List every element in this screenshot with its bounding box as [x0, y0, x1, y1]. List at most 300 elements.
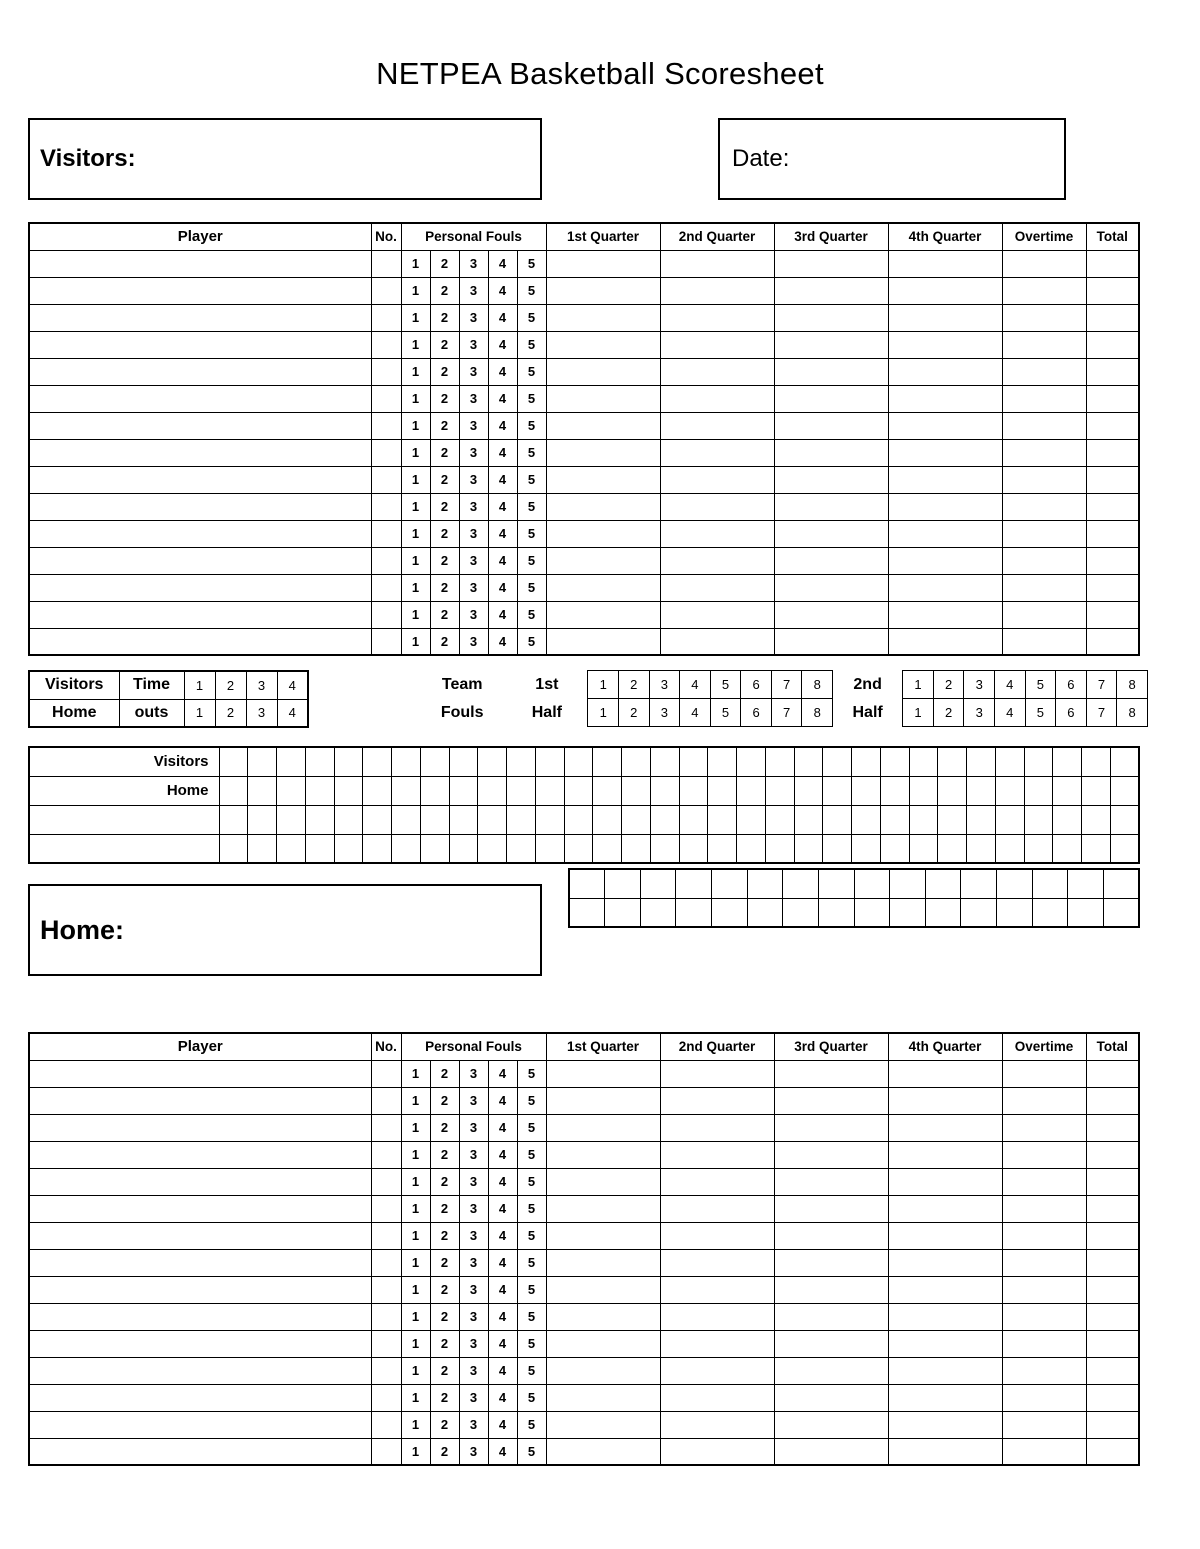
home-overtime-cell[interactable]: [1002, 1195, 1086, 1222]
visitors-foul-3[interactable]: 3: [459, 574, 488, 601]
running-score-cell[interactable]: [909, 805, 938, 834]
running-score-cell[interactable]: [564, 776, 593, 805]
home-foul-4[interactable]: 4: [488, 1168, 517, 1195]
tf-1h-b8[interactable]: 8: [802, 699, 833, 727]
visitors-foul-4[interactable]: 4: [488, 304, 517, 331]
timeout-visitors-1[interactable]: 1: [184, 671, 215, 699]
home-foul-5[interactable]: 5: [517, 1357, 546, 1384]
home-q1-cell[interactable]: [546, 1222, 660, 1249]
home-foul-5[interactable]: 5: [517, 1384, 546, 1411]
running-score-cell[interactable]: [363, 805, 392, 834]
running-score-cell[interactable]: [650, 776, 679, 805]
home-total-cell[interactable]: [1086, 1276, 1139, 1303]
visitors-q1-cell[interactable]: [546, 277, 660, 304]
running-score-cell[interactable]: [794, 834, 823, 863]
running-score-cell[interactable]: [363, 776, 392, 805]
visitors-total-cell[interactable]: [1086, 277, 1139, 304]
visitors-total-cell[interactable]: [1086, 574, 1139, 601]
tf-2h-6[interactable]: 6: [1056, 671, 1087, 699]
visitors-foul-2[interactable]: 2: [430, 250, 459, 277]
visitors-foul-4[interactable]: 4: [488, 628, 517, 655]
running-score-cell[interactable]: [564, 834, 593, 863]
visitors-total-cell[interactable]: [1086, 250, 1139, 277]
running-score-cell[interactable]: [712, 869, 748, 898]
running-score-cell[interactable]: [818, 869, 854, 898]
visitors-q1-cell[interactable]: [546, 628, 660, 655]
running-score-cell[interactable]: [818, 898, 854, 927]
running-score-cell[interactable]: [569, 898, 605, 927]
home-q2-cell[interactable]: [660, 1060, 774, 1087]
home-q1-cell[interactable]: [546, 1303, 660, 1330]
running-score-cell[interactable]: [248, 776, 277, 805]
home-total-cell[interactable]: [1086, 1438, 1139, 1465]
home-q3-cell[interactable]: [774, 1168, 888, 1195]
running-score-cell[interactable]: [1053, 776, 1082, 805]
home-foul-2[interactable]: 2: [430, 1384, 459, 1411]
home-q1-cell[interactable]: [546, 1411, 660, 1438]
home-player-number-cell[interactable]: [371, 1141, 401, 1168]
visitors-foul-3[interactable]: 3: [459, 277, 488, 304]
home-q4-cell[interactable]: [888, 1087, 1002, 1114]
home-foul-4[interactable]: 4: [488, 1060, 517, 1087]
home-q1-cell[interactable]: [546, 1249, 660, 1276]
home-q4-cell[interactable]: [888, 1060, 1002, 1087]
visitors-foul-5[interactable]: 5: [517, 574, 546, 601]
home-foul-1[interactable]: 1: [401, 1060, 430, 1087]
visitors-foul-3[interactable]: 3: [459, 412, 488, 439]
tf-1h-b2[interactable]: 2: [618, 699, 649, 727]
running-score-cell[interactable]: [478, 805, 507, 834]
running-score-cell[interactable]: [640, 869, 676, 898]
running-score-cell[interactable]: [938, 834, 967, 863]
tf-1h-8[interactable]: 8: [802, 671, 833, 699]
visitors-foul-5[interactable]: 5: [517, 385, 546, 412]
home-q2-cell[interactable]: [660, 1330, 774, 1357]
tf-1h-5[interactable]: 5: [710, 671, 741, 699]
visitors-total-cell[interactable]: [1086, 412, 1139, 439]
running-score-cell[interactable]: [1110, 805, 1139, 834]
visitors-foul-1[interactable]: 1: [401, 439, 430, 466]
visitors-overtime-cell[interactable]: [1002, 628, 1086, 655]
tf-2h-2[interactable]: 2: [933, 671, 964, 699]
running-score-cell[interactable]: [967, 834, 996, 863]
home-player-number-cell[interactable]: [371, 1330, 401, 1357]
visitors-foul-3[interactable]: 3: [459, 520, 488, 547]
running-score-cell[interactable]: [880, 776, 909, 805]
home-q3-cell[interactable]: [774, 1357, 888, 1384]
running-score-cell[interactable]: [1024, 747, 1053, 776]
home-total-cell[interactable]: [1086, 1330, 1139, 1357]
visitors-q1-cell[interactable]: [546, 412, 660, 439]
tf-2h-b8[interactable]: 8: [1117, 699, 1148, 727]
visitors-q2-cell[interactable]: [660, 547, 774, 574]
tf-1h-7[interactable]: 7: [771, 671, 802, 699]
visitors-q2-cell[interactable]: [660, 277, 774, 304]
home-foul-2[interactable]: 2: [430, 1357, 459, 1384]
home-q4-cell[interactable]: [888, 1222, 1002, 1249]
home-foul-3[interactable]: 3: [459, 1438, 488, 1465]
home-overtime-cell[interactable]: [1002, 1141, 1086, 1168]
visitors-foul-5[interactable]: 5: [517, 331, 546, 358]
tf-2h-1[interactable]: 1: [903, 671, 934, 699]
running-score-cell[interactable]: [708, 805, 737, 834]
tf-1h-b6[interactable]: 6: [741, 699, 772, 727]
visitors-total-cell[interactable]: [1086, 385, 1139, 412]
running-score-cell[interactable]: [640, 898, 676, 927]
home-q2-cell[interactable]: [660, 1141, 774, 1168]
home-q2-cell[interactable]: [660, 1411, 774, 1438]
visitors-foul-2[interactable]: 2: [430, 358, 459, 385]
running-score-cell[interactable]: [925, 898, 961, 927]
visitors-q2-cell[interactable]: [660, 574, 774, 601]
running-score-cell[interactable]: [334, 834, 363, 863]
visitors-q2-cell[interactable]: [660, 439, 774, 466]
home-foul-4[interactable]: 4: [488, 1303, 517, 1330]
visitors-q2-cell[interactable]: [660, 331, 774, 358]
running-score-cell[interactable]: [961, 869, 997, 898]
home-foul-2[interactable]: 2: [430, 1195, 459, 1222]
home-overtime-cell[interactable]: [1002, 1168, 1086, 1195]
running-score-cell[interactable]: [535, 834, 564, 863]
visitors-q4-cell[interactable]: [888, 331, 1002, 358]
home-player-name-cell[interactable]: [29, 1438, 371, 1465]
home-foul-3[interactable]: 3: [459, 1168, 488, 1195]
visitors-player-name-cell[interactable]: [29, 520, 371, 547]
home-overtime-cell[interactable]: [1002, 1249, 1086, 1276]
running-score-cell[interactable]: [909, 776, 938, 805]
home-foul-1[interactable]: 1: [401, 1384, 430, 1411]
running-score-cell[interactable]: [852, 776, 881, 805]
visitors-foul-2[interactable]: 2: [430, 304, 459, 331]
home-foul-2[interactable]: 2: [430, 1303, 459, 1330]
visitors-foul-4[interactable]: 4: [488, 358, 517, 385]
running-score-cell[interactable]: [854, 869, 890, 898]
home-total-cell[interactable]: [1086, 1222, 1139, 1249]
visitors-foul-2[interactable]: 2: [430, 385, 459, 412]
timeout-visitors-4[interactable]: 4: [277, 671, 308, 699]
visitors-q2-cell[interactable]: [660, 493, 774, 520]
home-q3-cell[interactable]: [774, 1222, 888, 1249]
timeout-home-3[interactable]: 3: [246, 699, 277, 727]
running-score-cell[interactable]: [478, 776, 507, 805]
home-q3-cell[interactable]: [774, 1249, 888, 1276]
home-player-number-cell[interactable]: [371, 1438, 401, 1465]
tf-2h-b4[interactable]: 4: [994, 699, 1025, 727]
running-score-cell[interactable]: [909, 747, 938, 776]
home-foul-1[interactable]: 1: [401, 1168, 430, 1195]
tf-1h-2[interactable]: 2: [618, 671, 649, 699]
running-score-cell[interactable]: [708, 776, 737, 805]
visitors-q4-cell[interactable]: [888, 574, 1002, 601]
running-score-cell[interactable]: [507, 805, 536, 834]
home-player-name-cell[interactable]: [29, 1249, 371, 1276]
home-player-number-cell[interactable]: [371, 1222, 401, 1249]
visitors-player-number-cell[interactable]: [371, 466, 401, 493]
visitors-overtime-cell[interactable]: [1002, 547, 1086, 574]
visitors-q3-cell[interactable]: [774, 520, 888, 547]
running-score-cell[interactable]: [794, 805, 823, 834]
home-foul-1[interactable]: 1: [401, 1195, 430, 1222]
running-score-cell[interactable]: [1024, 834, 1053, 863]
visitors-foul-1[interactable]: 1: [401, 412, 430, 439]
home-q2-cell[interactable]: [660, 1303, 774, 1330]
running-score-cell[interactable]: [852, 805, 881, 834]
visitors-player-number-cell[interactable]: [371, 331, 401, 358]
running-score-cell[interactable]: [305, 834, 334, 863]
visitors-foul-3[interactable]: 3: [459, 304, 488, 331]
visitors-foul-2[interactable]: 2: [430, 601, 459, 628]
tf-2h-b5[interactable]: 5: [1025, 699, 1056, 727]
home-q3-cell[interactable]: [774, 1303, 888, 1330]
running-score-cell[interactable]: [593, 776, 622, 805]
home-overtime-cell[interactable]: [1002, 1438, 1086, 1465]
visitors-name-box[interactable]: [28, 118, 542, 200]
visitors-player-number-cell[interactable]: [371, 520, 401, 547]
visitors-foul-1[interactable]: 1: [401, 520, 430, 547]
home-foul-4[interactable]: 4: [488, 1195, 517, 1222]
home-player-name-cell[interactable]: [29, 1276, 371, 1303]
running-score-cell[interactable]: [995, 834, 1024, 863]
timeout-visitors-3[interactable]: 3: [246, 671, 277, 699]
running-score-cell[interactable]: [765, 776, 794, 805]
home-player-name-cell[interactable]: [29, 1384, 371, 1411]
visitors-q1-cell[interactable]: [546, 601, 660, 628]
running-score-cell[interactable]: [392, 805, 421, 834]
home-overtime-cell[interactable]: [1002, 1222, 1086, 1249]
running-score-cell[interactable]: [1024, 776, 1053, 805]
home-foul-3[interactable]: 3: [459, 1357, 488, 1384]
home-q4-cell[interactable]: [888, 1303, 1002, 1330]
visitors-foul-1[interactable]: 1: [401, 547, 430, 574]
home-player-name-cell[interactable]: [29, 1141, 371, 1168]
home-foul-2[interactable]: 2: [430, 1222, 459, 1249]
running-score-cell[interactable]: [995, 805, 1024, 834]
visitors-q3-cell[interactable]: [774, 385, 888, 412]
running-score-cell[interactable]: [925, 869, 961, 898]
home-q4-cell[interactable]: [888, 1249, 1002, 1276]
running-score-cell[interactable]: [783, 898, 819, 927]
home-foul-1[interactable]: 1: [401, 1330, 430, 1357]
visitors-q4-cell[interactable]: [888, 250, 1002, 277]
visitors-total-cell[interactable]: [1086, 628, 1139, 655]
running-score-cell[interactable]: [737, 776, 766, 805]
running-score-cell[interactable]: [219, 834, 248, 863]
home-foul-1[interactable]: 1: [401, 1087, 430, 1114]
running-score-cell[interactable]: [605, 869, 641, 898]
running-score-cell[interactable]: [449, 776, 478, 805]
running-score-cell[interactable]: [219, 747, 248, 776]
home-foul-3[interactable]: 3: [459, 1411, 488, 1438]
visitors-foul-1[interactable]: 1: [401, 601, 430, 628]
home-overtime-cell[interactable]: [1002, 1303, 1086, 1330]
running-score-cell[interactable]: [305, 747, 334, 776]
home-total-cell[interactable]: [1086, 1087, 1139, 1114]
home-player-name-cell[interactable]: [29, 1303, 371, 1330]
home-foul-3[interactable]: 3: [459, 1303, 488, 1330]
home-overtime-cell[interactable]: [1002, 1357, 1086, 1384]
home-foul-5[interactable]: 5: [517, 1195, 546, 1222]
running-score-cell[interactable]: [392, 747, 421, 776]
home-foul-3[interactable]: 3: [459, 1060, 488, 1087]
visitors-player-name-cell[interactable]: [29, 439, 371, 466]
visitors-player-number-cell[interactable]: [371, 304, 401, 331]
visitors-total-cell[interactable]: [1086, 493, 1139, 520]
home-overtime-cell[interactable]: [1002, 1330, 1086, 1357]
visitors-q2-cell[interactable]: [660, 601, 774, 628]
home-name-box[interactable]: [28, 884, 542, 976]
visitors-q4-cell[interactable]: [888, 304, 1002, 331]
home-q3-cell[interactable]: [774, 1114, 888, 1141]
visitors-foul-3[interactable]: 3: [459, 466, 488, 493]
visitors-q3-cell[interactable]: [774, 466, 888, 493]
visitors-q2-cell[interactable]: [660, 520, 774, 547]
visitors-player-name-cell[interactable]: [29, 385, 371, 412]
running-score-cell[interactable]: [765, 747, 794, 776]
visitors-total-cell[interactable]: [1086, 331, 1139, 358]
home-foul-3[interactable]: 3: [459, 1222, 488, 1249]
visitors-q4-cell[interactable]: [888, 601, 1002, 628]
home-foul-3[interactable]: 3: [459, 1141, 488, 1168]
visitors-foul-5[interactable]: 5: [517, 628, 546, 655]
visitors-player-number-cell[interactable]: [371, 412, 401, 439]
running-score-cell[interactable]: [676, 869, 712, 898]
running-score-cell[interactable]: [765, 834, 794, 863]
home-foul-5[interactable]: 5: [517, 1222, 546, 1249]
running-score-cell[interactable]: [997, 869, 1033, 898]
home-foul-1[interactable]: 1: [401, 1357, 430, 1384]
running-score-cell[interactable]: [909, 834, 938, 863]
home-foul-4[interactable]: 4: [488, 1438, 517, 1465]
visitors-overtime-cell[interactable]: [1002, 520, 1086, 547]
running-score-cell[interactable]: [535, 805, 564, 834]
home-foul-4[interactable]: 4: [488, 1411, 517, 1438]
running-score-cell[interactable]: [219, 805, 248, 834]
visitors-foul-5[interactable]: 5: [517, 547, 546, 574]
tf-1h-b3[interactable]: 3: [649, 699, 680, 727]
home-foul-1[interactable]: 1: [401, 1222, 430, 1249]
visitors-foul-5[interactable]: 5: [517, 466, 546, 493]
visitors-foul-2[interactable]: 2: [430, 412, 459, 439]
home-foul-2[interactable]: 2: [430, 1276, 459, 1303]
running-score-cell[interactable]: [305, 805, 334, 834]
visitors-foul-1[interactable]: 1: [401, 358, 430, 385]
visitors-foul-3[interactable]: 3: [459, 628, 488, 655]
visitors-q3-cell[interactable]: [774, 601, 888, 628]
tf-2h-b3[interactable]: 3: [964, 699, 995, 727]
visitors-q2-cell[interactable]: [660, 385, 774, 412]
running-score-cell[interactable]: [1032, 898, 1068, 927]
home-total-cell[interactable]: [1086, 1114, 1139, 1141]
visitors-player-name-cell[interactable]: [29, 547, 371, 574]
home-total-cell[interactable]: [1086, 1249, 1139, 1276]
tf-1h-b5[interactable]: 5: [710, 699, 741, 727]
visitors-q1-cell[interactable]: [546, 358, 660, 385]
visitors-foul-4[interactable]: 4: [488, 331, 517, 358]
home-overtime-cell[interactable]: [1002, 1114, 1086, 1141]
home-foul-4[interactable]: 4: [488, 1141, 517, 1168]
home-player-name-cell[interactable]: [29, 1168, 371, 1195]
home-q3-cell[interactable]: [774, 1195, 888, 1222]
home-foul-3[interactable]: 3: [459, 1276, 488, 1303]
home-q4-cell[interactable]: [888, 1141, 1002, 1168]
visitors-foul-1[interactable]: 1: [401, 385, 430, 412]
home-player-name-cell[interactable]: [29, 1114, 371, 1141]
running-score-cell[interactable]: [478, 747, 507, 776]
running-score-cell[interactable]: [1024, 805, 1053, 834]
visitors-q3-cell[interactable]: [774, 574, 888, 601]
visitors-q2-cell[interactable]: [660, 304, 774, 331]
visitors-q1-cell[interactable]: [546, 493, 660, 520]
running-score-cell[interactable]: [277, 776, 306, 805]
visitors-foul-1[interactable]: 1: [401, 493, 430, 520]
running-score-cell[interactable]: [1110, 747, 1139, 776]
running-score-cell[interactable]: [248, 805, 277, 834]
visitors-player-name-cell[interactable]: [29, 331, 371, 358]
home-q3-cell[interactable]: [774, 1087, 888, 1114]
visitors-q1-cell[interactable]: [546, 250, 660, 277]
running-score-cell[interactable]: [747, 869, 783, 898]
visitors-foul-3[interactable]: 3: [459, 547, 488, 574]
tf-2h-5[interactable]: 5: [1025, 671, 1056, 699]
visitors-foul-1[interactable]: 1: [401, 304, 430, 331]
visitors-foul-5[interactable]: 5: [517, 412, 546, 439]
visitors-foul-2[interactable]: 2: [430, 277, 459, 304]
visitors-q3-cell[interactable]: [774, 412, 888, 439]
home-q3-cell[interactable]: [774, 1276, 888, 1303]
running-score-cell[interactable]: [363, 834, 392, 863]
running-score-cell[interactable]: [1082, 805, 1111, 834]
home-q4-cell[interactable]: [888, 1411, 1002, 1438]
home-q3-cell[interactable]: [774, 1438, 888, 1465]
visitors-q4-cell[interactable]: [888, 358, 1002, 385]
home-foul-3[interactable]: 3: [459, 1114, 488, 1141]
home-q1-cell[interactable]: [546, 1357, 660, 1384]
tf-2h-b7[interactable]: 7: [1086, 699, 1117, 727]
visitors-foul-4[interactable]: 4: [488, 277, 517, 304]
running-score-cell[interactable]: [708, 747, 737, 776]
running-score-cell[interactable]: [679, 776, 708, 805]
home-q1-cell[interactable]: [546, 1114, 660, 1141]
home-foul-5[interactable]: 5: [517, 1060, 546, 1087]
visitors-total-cell[interactable]: [1086, 358, 1139, 385]
home-player-name-cell[interactable]: [29, 1330, 371, 1357]
visitors-q2-cell[interactable]: [660, 250, 774, 277]
running-score-cell[interactable]: [277, 834, 306, 863]
visitors-q3-cell[interactable]: [774, 628, 888, 655]
home-foul-2[interactable]: 2: [430, 1114, 459, 1141]
visitors-q2-cell[interactable]: [660, 412, 774, 439]
visitors-foul-1[interactable]: 1: [401, 331, 430, 358]
home-q4-cell[interactable]: [888, 1168, 1002, 1195]
home-foul-1[interactable]: 1: [401, 1411, 430, 1438]
visitors-q3-cell[interactable]: [774, 547, 888, 574]
visitors-player-name-cell[interactable]: [29, 412, 371, 439]
home-q3-cell[interactable]: [774, 1330, 888, 1357]
visitors-foul-3[interactable]: 3: [459, 439, 488, 466]
home-player-number-cell[interactable]: [371, 1411, 401, 1438]
running-score-cell[interactable]: [248, 747, 277, 776]
home-q1-cell[interactable]: [546, 1438, 660, 1465]
running-score-cell[interactable]: [880, 805, 909, 834]
visitors-q1-cell[interactable]: [546, 574, 660, 601]
running-score-cell[interactable]: [219, 776, 248, 805]
visitors-overtime-cell[interactable]: [1002, 493, 1086, 520]
running-score-cell[interactable]: [535, 747, 564, 776]
running-score-cell[interactable]: [783, 869, 819, 898]
home-foul-4[interactable]: 4: [488, 1114, 517, 1141]
running-score-cell[interactable]: [880, 834, 909, 863]
visitors-q3-cell[interactable]: [774, 250, 888, 277]
